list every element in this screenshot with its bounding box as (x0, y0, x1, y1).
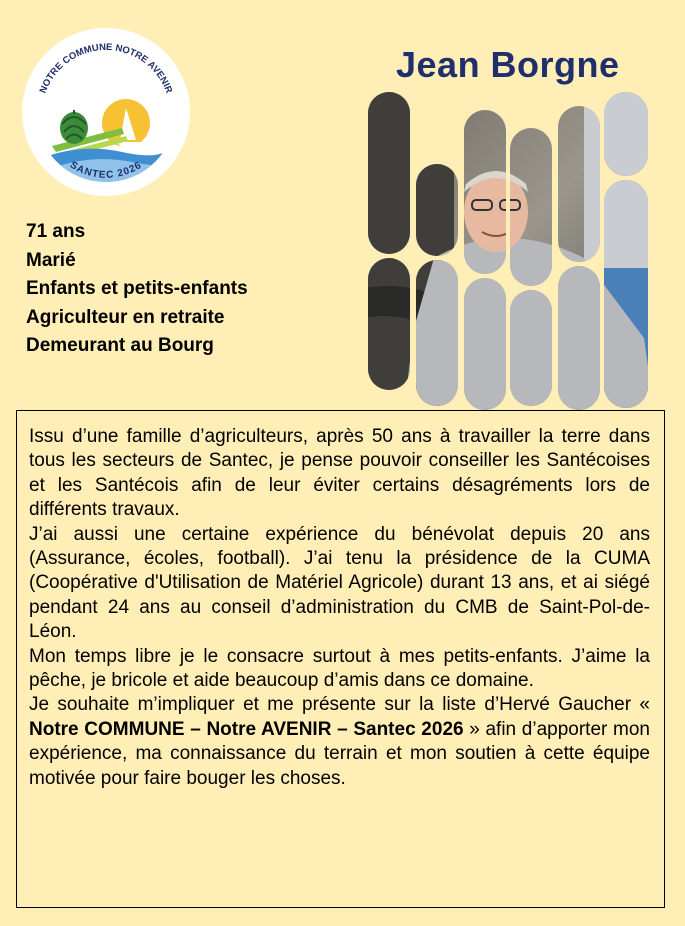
campaign-logo (22, 28, 190, 196)
photo-strips (364, 88, 654, 410)
list-name: Notre COMMUNE – Notre AVENIR – Santec 2026 (29, 718, 464, 740)
logo-bottom-text: SANTEC 2026 (68, 159, 144, 181)
biography-text (16, 410, 665, 908)
artichoke-icon (60, 110, 88, 144)
candidate-photo (364, 88, 654, 410)
fact-residence: Demeurant au Bourg (26, 335, 214, 357)
fact-family: Enfants et petits-enfants (26, 278, 248, 300)
candidate-name: Jean Borgne (396, 44, 620, 85)
bio-p4-end: » afin d’apporter mon expérience, ma connaissance du terrain et mon soutien à cette équipe motivée pour faire bouger les choses. (29, 718, 650, 789)
logo-graphic (22, 28, 190, 196)
bio-paragraph-2: J’ai aussi une certaine expérience du bénévolat depuis 20 ans (Assurance, écoles, football). J’ai tenu la présidence de la CUMA (Coopérative d'Utilisation de Matériel Agricole) durant 13 ans, et ai siégé pendant 24 ans au conseil d’administration du CMB de Saint-Pol-de-Léon. (29, 523, 650, 643)
bio-paragraph-3: Mon temps libre je le consacre surtout à mes petits-enfants. J’aime la pêche, je bricole et aide beaucoup d’amis dans ce domaine. (29, 645, 650, 692)
fact-profession: Agriculteur en retraite (26, 306, 225, 328)
fact-marital-status: Marié (26, 249, 76, 271)
fact-age: 71 ans (26, 221, 86, 242)
candidate-facts (26, 218, 248, 361)
bio-paragraph-4 (29, 693, 650, 791)
bio-p4-intro: Je souhaite m’impliquer et me présente sur la liste d’Hervé Gaucher « (29, 694, 650, 716)
bio-paragraph-1: Issu d’une famille d’agriculteurs, après 50 ans à travailler la terre dans tous les secteurs de Santec, je pense pouvoir conseiller les Santécoises et les Santécois afin de leur éviter certains désagréments lors de différents travaux. (29, 426, 650, 521)
logo-arc-text: NOTRE COMMUNE NOTRE AVENIR (37, 41, 175, 95)
